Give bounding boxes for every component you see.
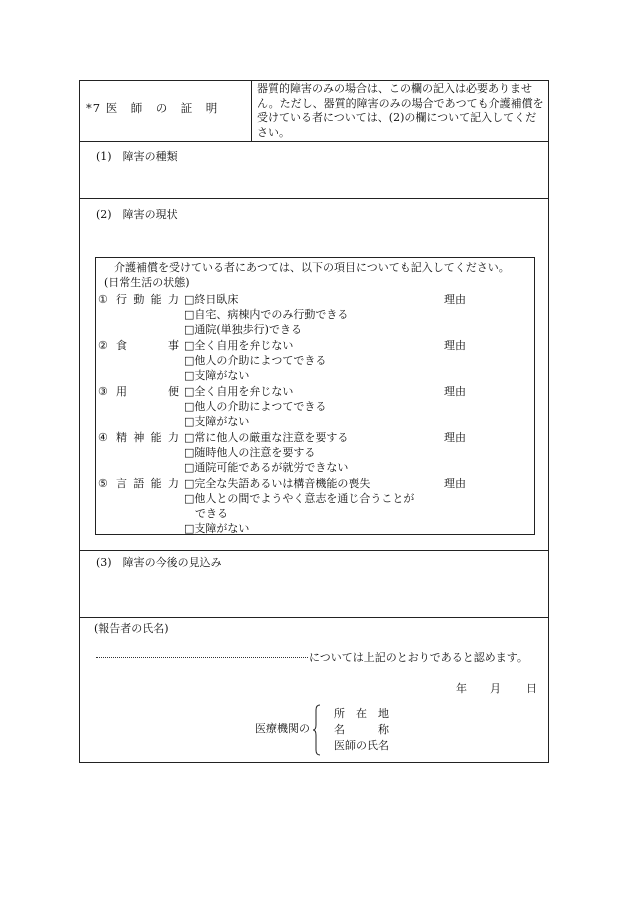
care-item-number: ④ [98, 430, 108, 444]
care-subheading: (日常生活の状態) [104, 276, 190, 289]
care-item-number: ① [98, 293, 108, 306]
day-label: 日 [526, 682, 537, 695]
care-option-checkbox[interactable]: □他人との間でようやく意志を通じ合うことが [184, 491, 415, 505]
care-item-number: ③ [98, 384, 108, 398]
reporter-label: (報告者の氏名) [94, 622, 169, 635]
address-label: 所 在 地 [334, 707, 389, 720]
section-1-label: (1) 障害の種類 [96, 150, 178, 163]
section-2-label: (2) 障害の現状 [96, 208, 178, 221]
care-item-label [116, 292, 179, 307]
certify-text: については上記のとおりであると認めます。 [309, 651, 528, 664]
care-item-label-char: 言 [116, 476, 127, 490]
care-item-label [116, 476, 179, 491]
curly-brace-icon [313, 704, 321, 756]
care-item-options [184, 292, 348, 337]
care-item-reason-label: 理由 [444, 293, 466, 306]
care-option-checkbox[interactable]: □支障がない [184, 368, 250, 382]
header-note: 器質的障害のみの場合は、この欄の記入は必要ありません。ただし、器質的障害のみの場合であつても介護補償を受けている者については、(2)の欄について記入してください。 [257, 82, 544, 139]
row-divider-1 [80, 141, 548, 142]
row-divider-2 [80, 198, 548, 199]
care-item-label-char: 語 [133, 476, 145, 490]
care-item-label-char: 行 [116, 293, 127, 306]
care-item-label-char: 力 [167, 293, 179, 306]
month-label: 月 [490, 682, 501, 695]
care-option-checkbox[interactable]: □支障がない [184, 521, 250, 535]
care-option-checkbox[interactable]: □常に他人の厳重な注意を要する [184, 430, 349, 444]
care-option-checkbox[interactable]: □終日臥床 [184, 293, 239, 306]
header-title: *7 医 師 の 証 明 [86, 101, 219, 115]
care-item-number: ⑤ [98, 476, 108, 490]
name-label: 名 称 [334, 723, 389, 736]
care-item-label-char: 動 [133, 293, 145, 306]
care-item-options [184, 338, 326, 383]
care-item-reason-label: 理由 [444, 476, 466, 490]
care-option-checkbox[interactable]: □支障がない [184, 414, 250, 428]
care-item-label-char: 事 [168, 338, 179, 352]
care-item-label-char: 能 [150, 430, 162, 444]
care-item-label-char: 神 [133, 430, 145, 444]
reporter-name-line[interactable] [96, 657, 308, 658]
care-item-label-char: 食 [116, 338, 127, 352]
care-option-checkbox[interactable]: □他人の介助によつてできる [184, 399, 327, 413]
care-item-reason-label: 理由 [444, 430, 466, 444]
care-item-label-char: 用 [116, 384, 127, 398]
care-option-checkbox[interactable]: □他人の介助によつてできる [184, 353, 327, 367]
medical-certificate-form [79, 80, 549, 763]
care-item-label-char: 能 [150, 476, 162, 490]
row-divider-4 [80, 617, 548, 618]
row-divider-3 [80, 550, 548, 551]
care-item-label-char: 力 [167, 430, 179, 444]
care-item-options [184, 430, 348, 475]
care-item-label-char: 能 [150, 293, 162, 306]
care-option-checkbox[interactable]: □通院(単独歩行)できる [184, 323, 302, 336]
institution-label: 医療機関の [255, 722, 310, 735]
care-item-label [116, 338, 179, 353]
care-option-checkbox[interactable]: できる [184, 506, 228, 520]
care-intro: 介護補償を受けている者にあつては、以下の項目についても記入してください。 [114, 261, 510, 274]
year-label: 年 [456, 682, 467, 695]
care-item-reason-label: 理由 [444, 338, 466, 352]
care-item-label-char: 力 [167, 476, 179, 490]
care-item-label-char: 便 [168, 384, 179, 398]
care-item-options [184, 384, 326, 429]
care-item-label [116, 384, 179, 399]
care-option-checkbox[interactable]: □全く自用を弁じない [184, 384, 294, 398]
doctor-name-label: 医師の氏名 [334, 739, 389, 752]
header-divider [251, 81, 252, 141]
care-status-box [95, 257, 535, 535]
care-option-checkbox[interactable]: □随時他人の注意を要する [184, 445, 316, 459]
care-item-options [184, 476, 414, 536]
care-item-number: ② [98, 338, 108, 352]
section-3-label: (3) 障害の今後の見込み [96, 556, 222, 569]
care-item-label-char: 精 [116, 430, 127, 444]
care-option-checkbox[interactable]: □完全な失語あるいは構音機能の喪失 [184, 476, 371, 490]
care-option-checkbox[interactable]: □自宅、病棟内でのみ行動できる [184, 308, 349, 321]
care-item-label [116, 430, 179, 445]
care-option-checkbox[interactable]: □全く自用を弁じない [184, 338, 294, 352]
care-option-checkbox[interactable]: □通院可能であるが就労できない [184, 460, 349, 474]
care-item-reason-label: 理由 [444, 384, 466, 398]
